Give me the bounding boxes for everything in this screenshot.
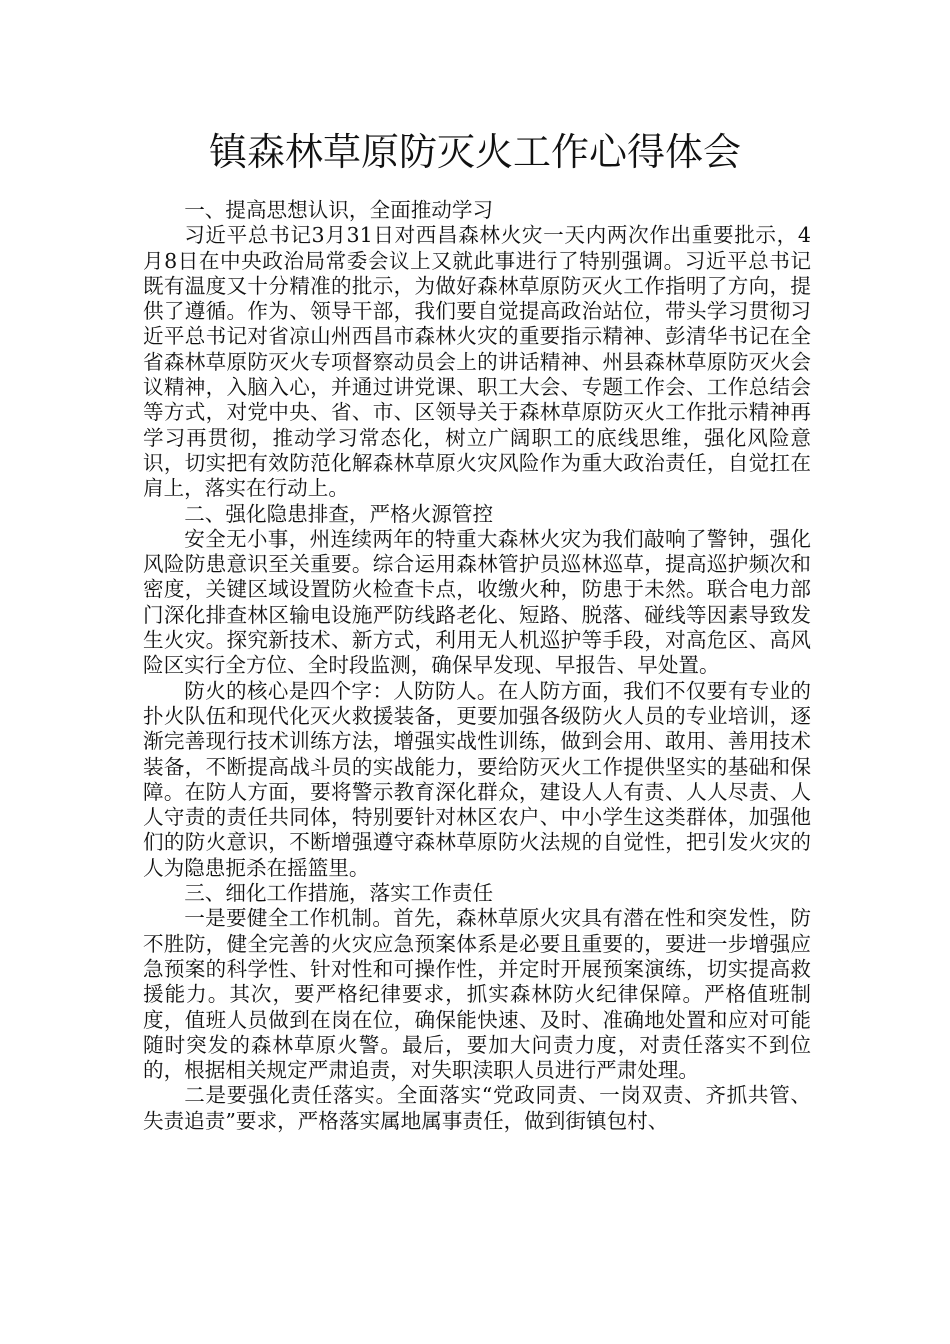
section-heading-2: 二、强化隐患排查，严格火源管控 xyxy=(184,501,494,526)
body-paragraph: 防火的核心是四个字：人防防人。在人防方面，我们不仅要有专业的扑火队伍和现代化灭火救援装备，更要加强各级防火人员的专业培训，逐渐完善现行技术训练方法，增强实战性训练，做到会用、敢用、善用技术装备，不断提高战斗员的实战能力，要给防灭火工作提供坚实的基础和保障。在防人方面，要将警示教育深化群众，建设人人有责、人人尽责、人人守责的责任共同体，特别要针对林区农户、中小学生这类群体，加强他们的防火意识，不断增强遵守森林草原防火法规的自觉性，把引发火灾的人为隐患扼杀在摇篮里。 xyxy=(143,678,811,880)
body-paragraph: 二是要强化责任落实。全面落实“党政同责、一岗双责、齐抓共管、失责追责”要求，严格落实属地属事责任，做到街镇包村、 xyxy=(143,1083,811,1133)
document-body xyxy=(143,198,811,1134)
document-title: 镇森林草原防灭火工作心得体会 xyxy=(208,130,741,174)
section-heading-1: 一、提高思想认识，全面推动学习 xyxy=(184,198,494,222)
section-heading-3: 三、细化工作措施，落实工作责任 xyxy=(184,881,494,906)
body-paragraph: 安全无小事，州连续两年的特重大森林火灾为我们敲响了警钟，强化风险防患意识至关重要。综合运用森林管护员巡林巡草，提高巡护频次和密度，关键区域设置防火检查卡点，收缴火种，防患于未然。联合电力部门深化排查林区输电设施严防线路老化、短路、脱落、碰线等因素导致发生火灾。探究新技术、新方式，利用无人机巡护等手段，对高危区、高风险区实行全方位、全时段监测，确保早发现、早报告、早处置。 xyxy=(143,526,811,678)
body-paragraph: 一是要健全工作机制。首先，森林草原火灾具有潜在性和突发性，防不胜防，健全完善的火灾应急预案体系是必要且重要的，要进一步增强应急预案的科学性、针对性和可操作性，并定时开展预案演练，切实提高救援能力。其次，要严格纪律要求，抓实森林防火纪律保障。严格值班制度，值班人员做到在岗在位，确保能快速、及时、准确地处置和应对可能随时突发的森林草原火警。最后，要加大问责力度，对责任落实不到位的，根据相关规定严肃追责，对失职渎职人员进行严肃处理。 xyxy=(143,906,811,1083)
body-paragraph: 习近平总书记3月31日对西昌森林火灾一天内两次作出重要批示，4月8日在中央政治局常委会议上又就此事进行了特别强调。习近平总书记既有温度又十分精准的批示，为做好森林草原防灭火工作指明了方向，提供了遵循。作为、领导干部，我们要自觉提高政治站位，带头学习贯彻习近平总书记对省凉山州西昌市森林火灾的重要指示精神、彭清华书记在全省森林草原防灭火专项督察动员会上的讲话精神、州县森林草原防灭火会议精神，入脑入心，并通过讲党课、职工大会、专题工作会、工作总结会等方式，对党中央、省、市、区领导关于森林草原防灭火工作批示精神再学习再贯彻，推动学习常态化，树立广阔职工的底线思维，强化风险意识，切实把有效防范化解森林草原火灾风险作为重大政治责任，自觉扛在肩上，落实在行动上。 xyxy=(143,223,811,501)
